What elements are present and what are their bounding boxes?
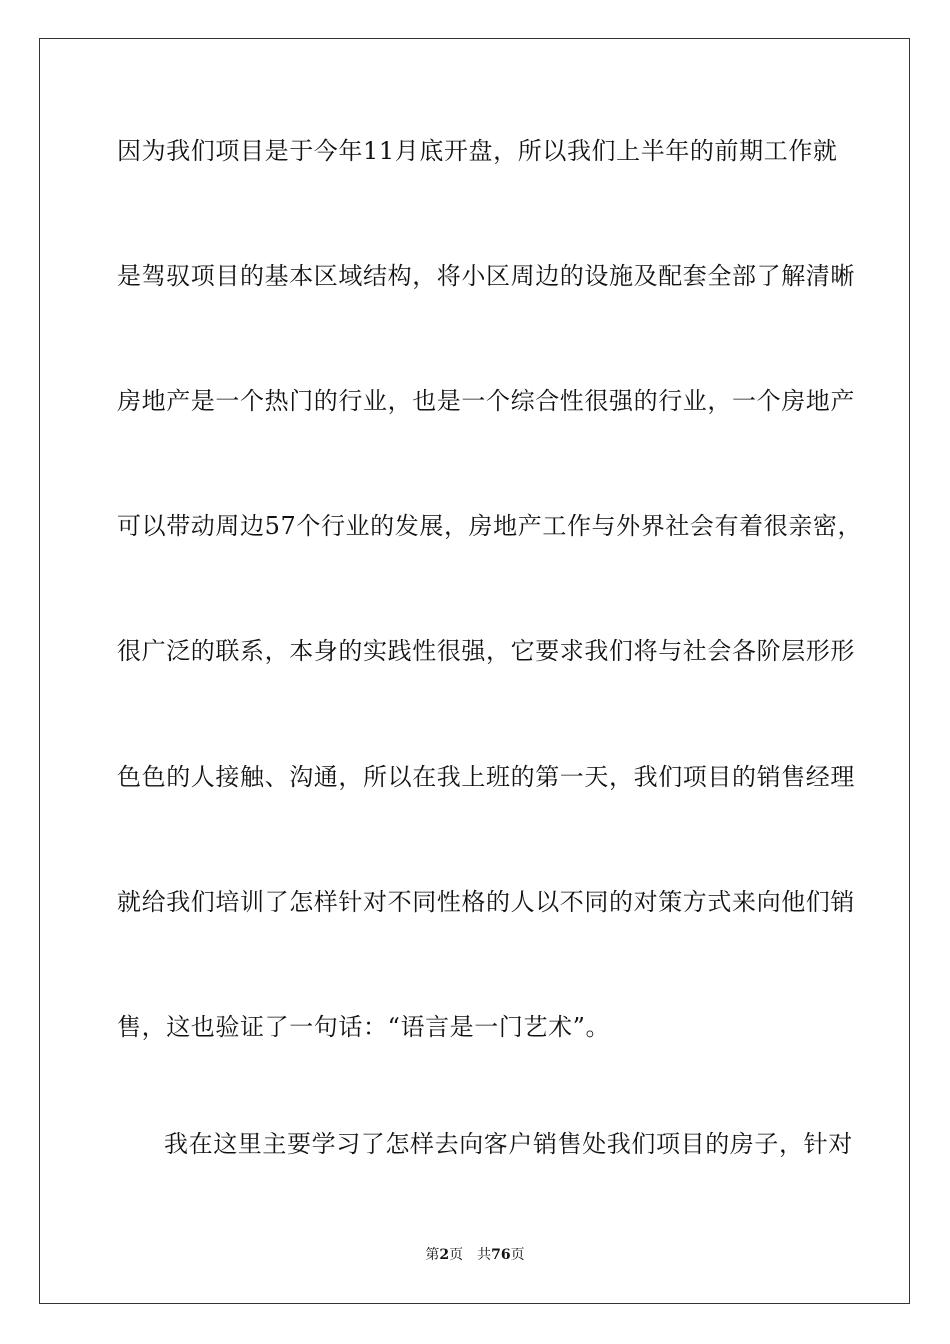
body-text-line: 就给我们培训了怎样针对不同性格的人以不同的对策方式来向他们销 [117, 888, 855, 916]
page-prefix: 第 [425, 1247, 440, 1263]
body-text-line: 售，这也验证了一句话：“语言是一门艺术”。 [117, 1013, 611, 1041]
body-text-line: 可以带动周边57个行业的发展，房地产工作与外界社会有着很亲密， [117, 512, 863, 540]
total-prefix: 共 [477, 1247, 492, 1263]
body-text-line: 色色的人接触、沟通，所以在我上班的第一天，我们项目的销售经理 [117, 763, 855, 791]
page-suffix: 页 [449, 1247, 464, 1263]
page-footer [0, 1246, 950, 1264]
page-number: 2 [439, 1247, 450, 1263]
body-text-line: 因为我们项目是于今年11月底开盘，所以我们上半年的前期工作就 [117, 137, 838, 165]
body-text-line: 很广泛的联系，本身的实践性很强，它要求我们将与社会各阶层形形 [117, 637, 855, 665]
body-text-line: 是驾驭项目的基本区域结构，将小区周边的设施及配套全部了解清晰 [117, 262, 855, 290]
total-suffix: 页 [510, 1247, 525, 1263]
total-pages: 76 [491, 1247, 511, 1263]
page-border [39, 38, 910, 1304]
paragraph-start-line: 我在这里主要学习了怎样去向客户销售处我们项目的房子，针对 [164, 1130, 853, 1158]
body-text-line: 房地产是一个热门的行业，也是一个综合性很强的行业，一个房地产 [117, 387, 855, 415]
